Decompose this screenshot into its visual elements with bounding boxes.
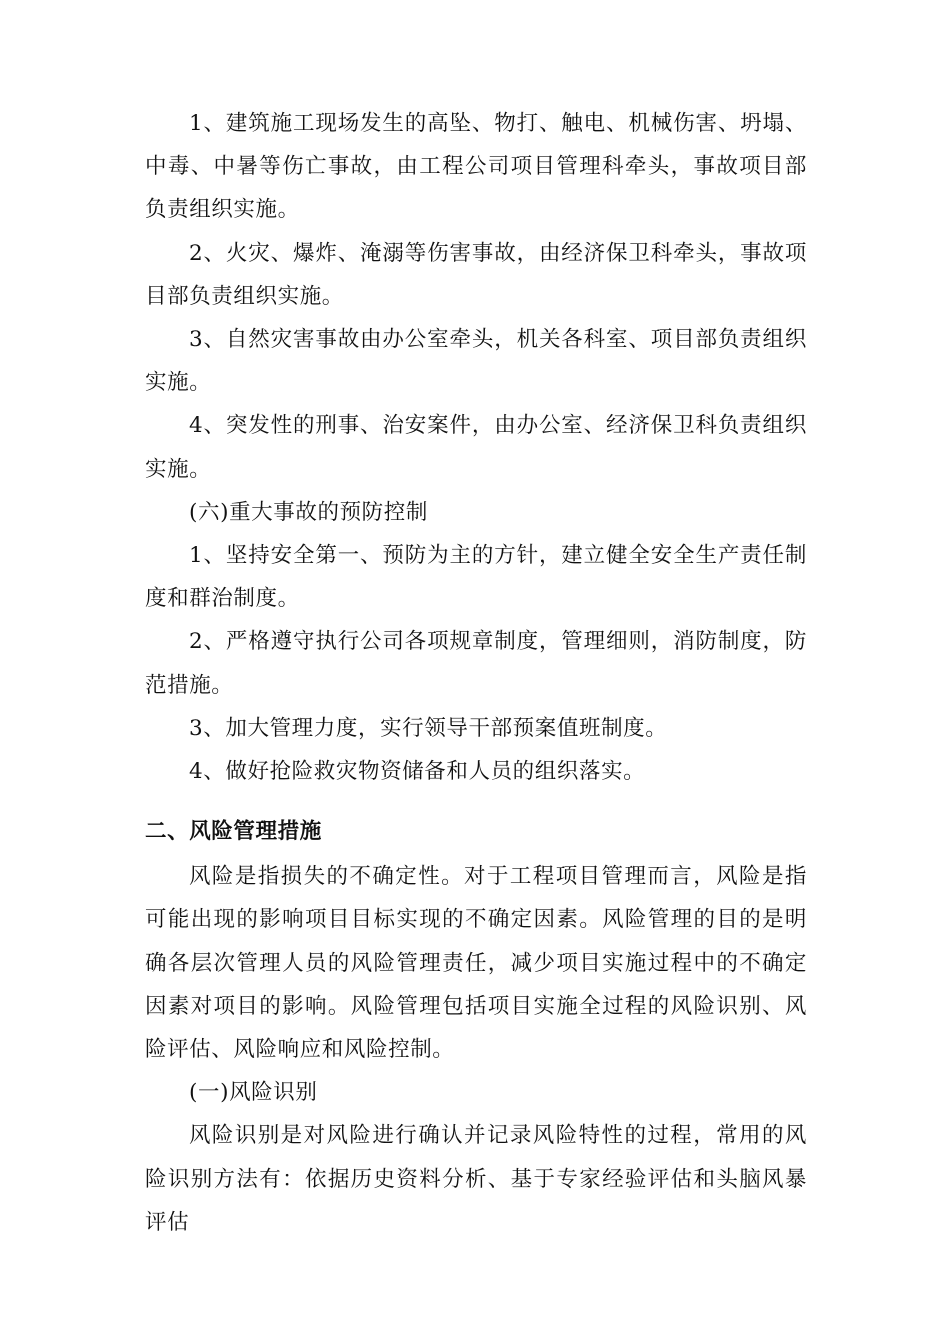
subheading-risk-identification: (一)风险识别 bbox=[189, 1080, 318, 1106]
paragraph-prevention-4: 4、做好抢险救灾物资储备和人员的组织落实。 bbox=[189, 759, 646, 785]
paragraph-accident-fire: 2、火灾、爆炸、淹溺等伤害事故，由经济保卫科牵头，事故项目部负责组织实施。 bbox=[145, 240, 807, 309]
paragraph-prevention-1: 1、坚持安全第一、预防为主的方针，建立健全安全生产责任制度和群治制度。 bbox=[145, 543, 807, 612]
section-heading-risk-management: 二、风险管理措施 bbox=[145, 819, 322, 845]
paragraph-prevention-2: 2、严格遵守执行公司各项规章制度，管理细则，消防制度，防范措施。 bbox=[145, 629, 807, 698]
paragraph-accident-construction: 1、建筑施工现场发生的高坠、物打、触电、机械伤害、坍塌、中毒、中暑等伤亡事故，由工程公司项目管理科牵头，事故项目部负责组织实施。 bbox=[145, 111, 807, 223]
paragraph-risk-definition: 风险是指损失的不确定性。对于工程项目管理而言，风险是指可能出现的影响项目目标实现的不确定因素。风险管理的目的是明确各层次管理人员的风险管理责任，减少项目实施过程中的不确定因素对项目的影响。风险管理包括项目实施全过程的风险识别、风险评估、风险响应和风险控制。 bbox=[145, 864, 807, 1063]
paragraph-risk-identification: 风险识别是对风险进行确认并记录风险特性的过程，常用的风险识别方法有：依据历史资料分析、基于专家经验评估和头脑风暴评估 bbox=[145, 1123, 807, 1235]
paragraph-accident-criminal: 4、突发性的刑事、治安案件，由办公室、经济保卫科负责组织实施。 bbox=[145, 413, 807, 482]
document-page bbox=[145, 102, 807, 1244]
paragraph-accident-natural: 3、自然灾害事故由办公室牵头，机关各科室、项目部负责组织实施。 bbox=[145, 327, 807, 396]
paragraph-prevention-3: 3、加大管理力度，实行领导干部预案值班制度。 bbox=[189, 715, 668, 741]
subheading-prevention-control: (六)重大事故的预防控制 bbox=[189, 499, 428, 525]
